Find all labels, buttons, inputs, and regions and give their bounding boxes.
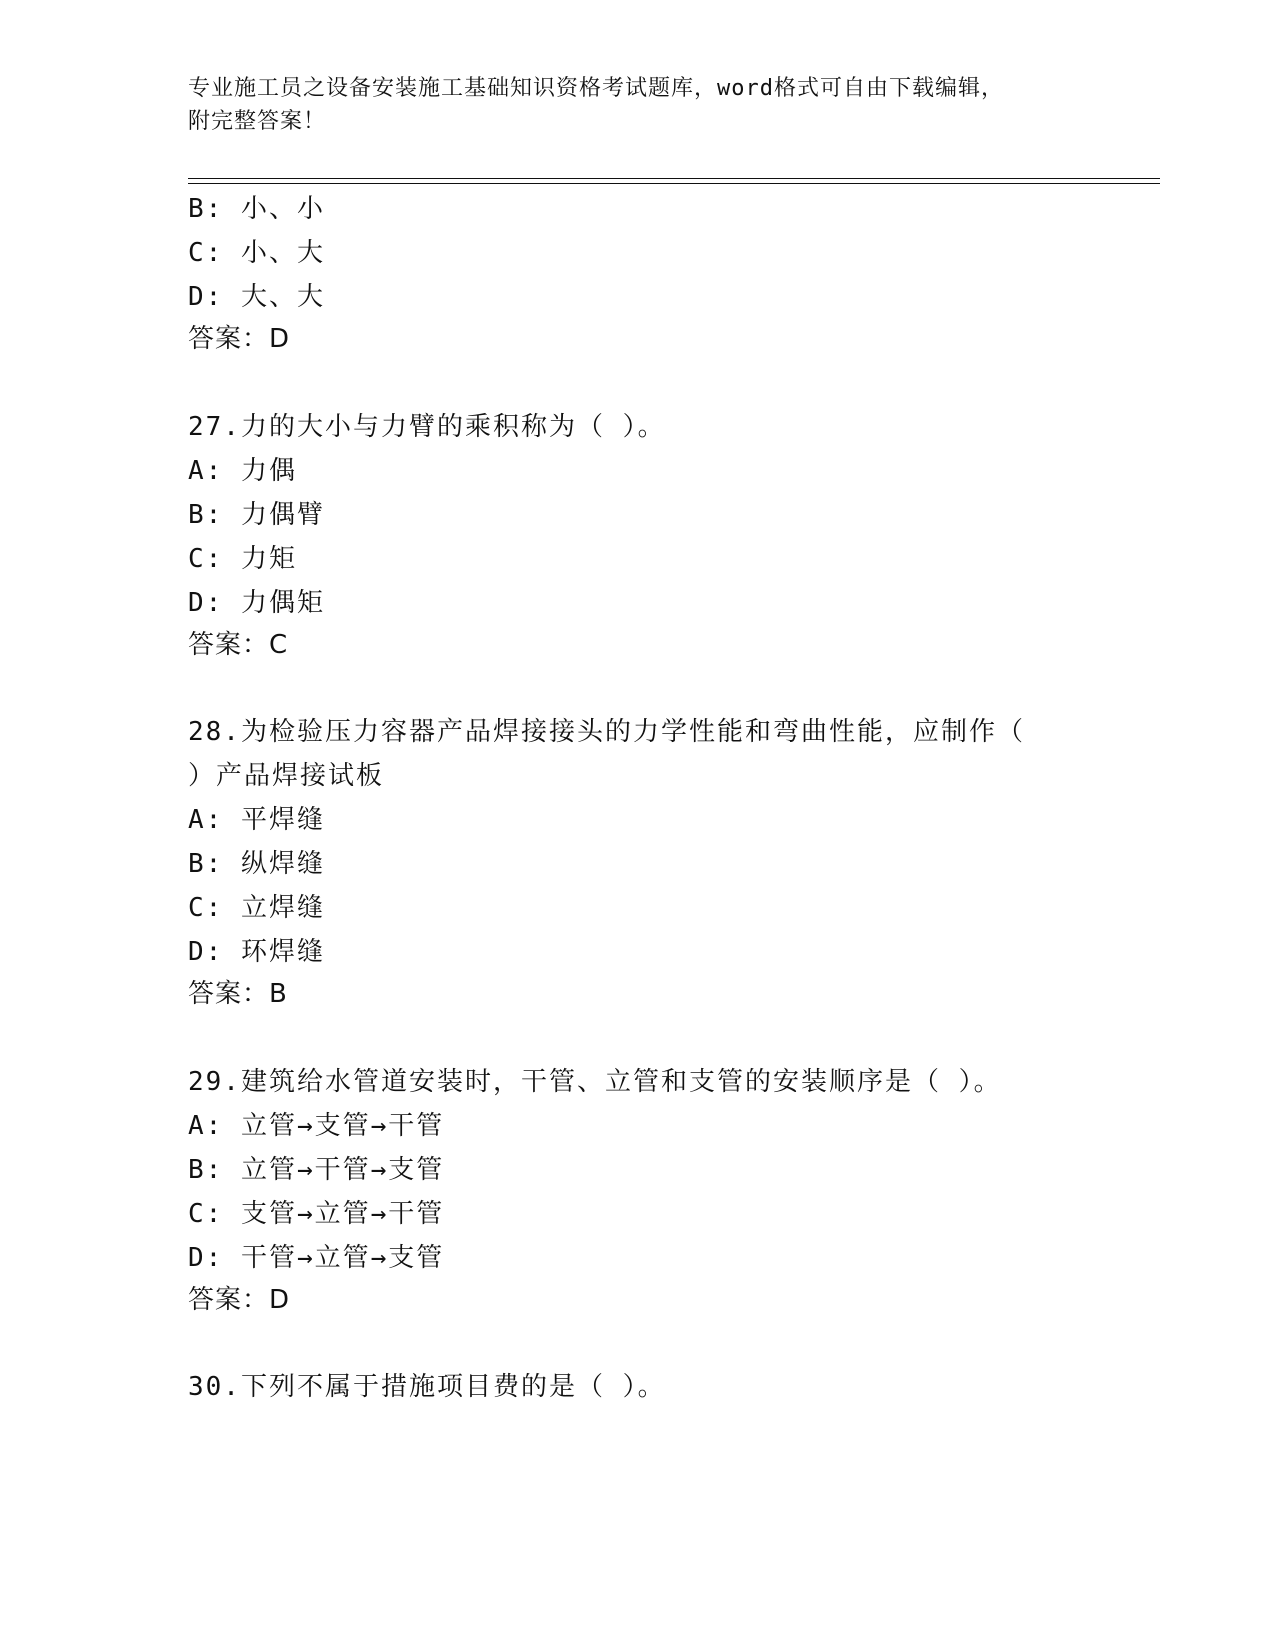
q26-option-d: D: 大、大 — [188, 282, 325, 312]
header-divider-bottom — [188, 183, 1160, 184]
document-header — [188, 72, 1088, 138]
q27-question: 27.力的大小与力臂的乘积称为（ ）。 — [188, 412, 666, 442]
q26-option-b: B: 小、小 — [188, 194, 325, 224]
header-line-1: 专业施工员之设备安装施工基础知识资格考试题库，word格式可自由下载编辑， — [188, 76, 1004, 101]
q29-question: 29.建筑给水管道安装时，干管、立管和支管的安装顺序是（ ）。 — [188, 1067, 1002, 1097]
q27-option-b: B: 力偶臂 — [188, 500, 325, 530]
header-divider-top — [188, 178, 1160, 179]
q28-question-line-2: ）产品焊接试板 — [188, 761, 385, 791]
q28-option-a: A: 平焊缝 — [188, 805, 325, 835]
q27-answer: 答案：C — [188, 630, 289, 660]
q28-option-d: D: 环焊缝 — [188, 937, 325, 967]
q29-option-c: C: 支管→立管→干管 — [188, 1199, 445, 1229]
q26-answer: 答案：D — [188, 324, 291, 354]
q27-option-d: D: 力偶矩 — [188, 588, 325, 618]
q29-answer: 答案：D — [188, 1285, 291, 1315]
q29-option-b: B: 立管→干管→支管 — [188, 1155, 445, 1185]
q28-option-c: C: 立焊缝 — [188, 893, 325, 923]
q26-option-c: C: 小、大 — [188, 238, 325, 268]
q28-question-line-1: 28.为检验压力容器产品焊接接头的力学性能和弯曲性能，应制作（ — [188, 717, 1025, 747]
q30-question: 30.下列不属于措施项目费的是（ ）。 — [188, 1372, 666, 1402]
q28-answer: 答案：B — [188, 979, 288, 1009]
header-line-2: 附完整答案！ — [188, 109, 327, 134]
q27-option-a: A: 力偶 — [188, 456, 297, 486]
q28-option-b: B: 纵焊缝 — [188, 849, 325, 879]
q29-option-d: D: 干管→立管→支管 — [188, 1243, 445, 1273]
q29-option-a: A: 立管→支管→干管 — [188, 1111, 445, 1141]
q27-option-c: C: 力矩 — [188, 544, 297, 574]
